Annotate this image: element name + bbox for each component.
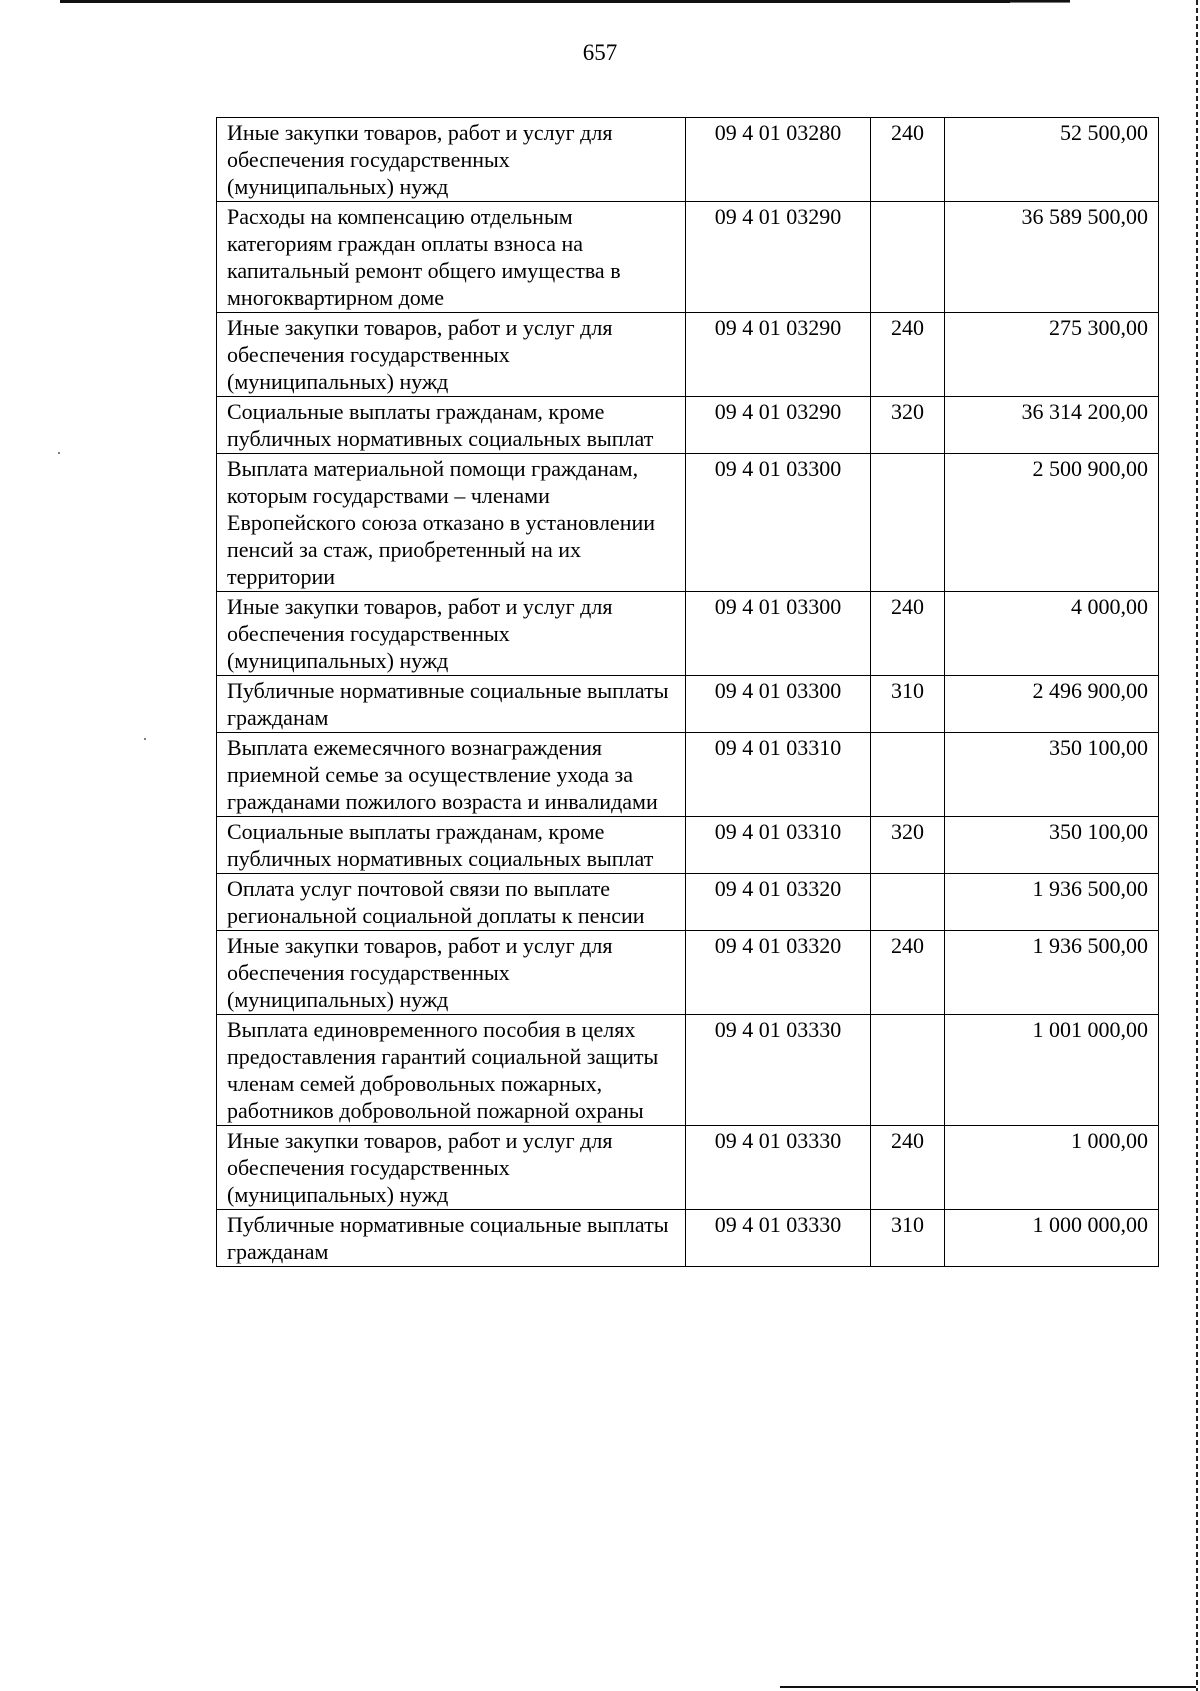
table-row	[217, 733, 1159, 817]
amount-cell: 350 100,00	[945, 733, 1159, 817]
target-code-cell: 09 4 01 03330	[686, 1126, 871, 1210]
expense-type-cell	[871, 454, 945, 592]
amount-cell: 2 496 900,00	[945, 676, 1159, 733]
expense-name-cell: Выплата ежемесячного вознаграждения приемной семье за осуществление ухода за гражданами пожилого возраста и инвалидами	[217, 733, 686, 817]
table-row	[217, 1210, 1159, 1267]
amount-cell: 2 500 900,00	[945, 454, 1159, 592]
budget-table	[216, 117, 1159, 1267]
expense-name-cell: Иные закупки товаров, работ и услуг для обеспечения государственных (муниципальных) нужд	[217, 931, 686, 1015]
target-code-cell: 09 4 01 03300	[686, 454, 871, 592]
target-code-cell: 09 4 01 03320	[686, 874, 871, 931]
expense-type-cell: 320	[871, 397, 945, 454]
amount-cell: 1 001 000,00	[945, 1015, 1159, 1126]
expense-type-cell: 310	[871, 1210, 945, 1267]
amount-cell: 4 000,00	[945, 592, 1159, 676]
scan-edge-top-faint	[1010, 2, 1070, 3]
target-code-cell: 09 4 01 03310	[686, 817, 871, 874]
target-code-cell: 09 4 01 03290	[686, 202, 871, 313]
amount-cell: 350 100,00	[945, 817, 1159, 874]
table-row	[217, 454, 1159, 592]
amount-cell: 36 314 200,00	[945, 397, 1159, 454]
amount-cell: 1 936 500,00	[945, 931, 1159, 1015]
amount-cell: 1 000,00	[945, 1126, 1159, 1210]
expense-name-cell: Социальные выплаты гражданам, кроме публичных нормативных социальных выплат	[217, 817, 686, 874]
expense-type-cell: 240	[871, 592, 945, 676]
target-code-cell: 09 4 01 03290	[686, 397, 871, 454]
table-row	[217, 313, 1159, 397]
scan-edge-top	[60, 0, 1070, 3]
target-code-cell: 09 4 01 03290	[686, 313, 871, 397]
table-row	[217, 817, 1159, 874]
expense-name-cell: Оплата услуг почтовой связи по выплате региональной социальной доплаты к пенсии	[217, 874, 686, 931]
expense-name-cell: Иные закупки товаров, работ и услуг для обеспечения государственных (муниципальных) нужд	[217, 592, 686, 676]
expense-type-cell: 240	[871, 931, 945, 1015]
expense-type-cell	[871, 1015, 945, 1126]
table-row	[217, 592, 1159, 676]
budget-table-body	[217, 118, 1159, 1267]
scan-speck	[58, 452, 60, 454]
page-number: 657	[582, 40, 618, 65]
target-code-cell: 09 4 01 03330	[686, 1210, 871, 1267]
table-row	[217, 1015, 1159, 1126]
target-code-cell: 09 4 01 03320	[686, 931, 871, 1015]
table-row	[217, 202, 1159, 313]
amount-cell: 52 500,00	[945, 118, 1159, 202]
expense-name-cell: Публичные нормативные социальные выплаты гражданам	[217, 676, 686, 733]
target-code-cell: 09 4 01 03280	[686, 118, 871, 202]
expense-type-cell: 320	[871, 817, 945, 874]
scan-speck	[144, 738, 146, 740]
table-row	[217, 1126, 1159, 1210]
table-row	[217, 397, 1159, 454]
target-code-cell: 09 4 01 03330	[686, 1015, 871, 1126]
expense-name-cell: Публичные нормативные социальные выплаты гражданам	[217, 1210, 686, 1267]
target-code-cell: 09 4 01 03300	[686, 592, 871, 676]
amount-cell: 36 589 500,00	[945, 202, 1159, 313]
expense-name-cell: Социальные выплаты гражданам, кроме публичных нормативных социальных выплат	[217, 397, 686, 454]
expense-type-cell	[871, 733, 945, 817]
expense-name-cell: Расходы на компенсацию отдельным категориям граждан оплаты взноса на капитальный ремонт общего имущества в многоквартирном доме	[217, 202, 686, 313]
expense-name-cell: Иные закупки товаров, работ и услуг для обеспечения государственных (муниципальных) нужд	[217, 118, 686, 202]
table-row	[217, 118, 1159, 202]
target-code-cell: 09 4 01 03310	[686, 733, 871, 817]
table-row	[217, 931, 1159, 1015]
scan-edge-right	[1196, 0, 1198, 1691]
amount-cell: 1 936 500,00	[945, 874, 1159, 931]
expense-type-cell: 240	[871, 118, 945, 202]
expense-name-cell: Иные закупки товаров, работ и услуг для обеспечения государственных (муниципальных) нужд	[217, 313, 686, 397]
expense-name-cell: Выплата единовременного пособия в целях предоставления гарантий социальной защиты членам семей добровольных пожарных, работников добровольной пожарной охраны	[217, 1015, 686, 1126]
expense-type-cell: 310	[871, 676, 945, 733]
expense-name-cell: Иные закупки товаров, работ и услуг для обеспечения государственных (муниципальных) нужд	[217, 1126, 686, 1210]
target-code-cell: 09 4 01 03300	[686, 676, 871, 733]
table-row	[217, 676, 1159, 733]
expense-type-cell: 240	[871, 313, 945, 397]
scan-edge-bottom	[780, 1686, 1196, 1688]
expense-type-cell: 240	[871, 1126, 945, 1210]
expense-type-cell	[871, 874, 945, 931]
amount-cell: 1 000 000,00	[945, 1210, 1159, 1267]
expense-name-cell: Выплата материальной помощи гражданам, которым государствами – членами Европейского союза отказано в установлении пенсий за стаж, приобретенный на их территории	[217, 454, 686, 592]
expense-type-cell	[871, 202, 945, 313]
amount-cell: 275 300,00	[945, 313, 1159, 397]
table-row	[217, 874, 1159, 931]
